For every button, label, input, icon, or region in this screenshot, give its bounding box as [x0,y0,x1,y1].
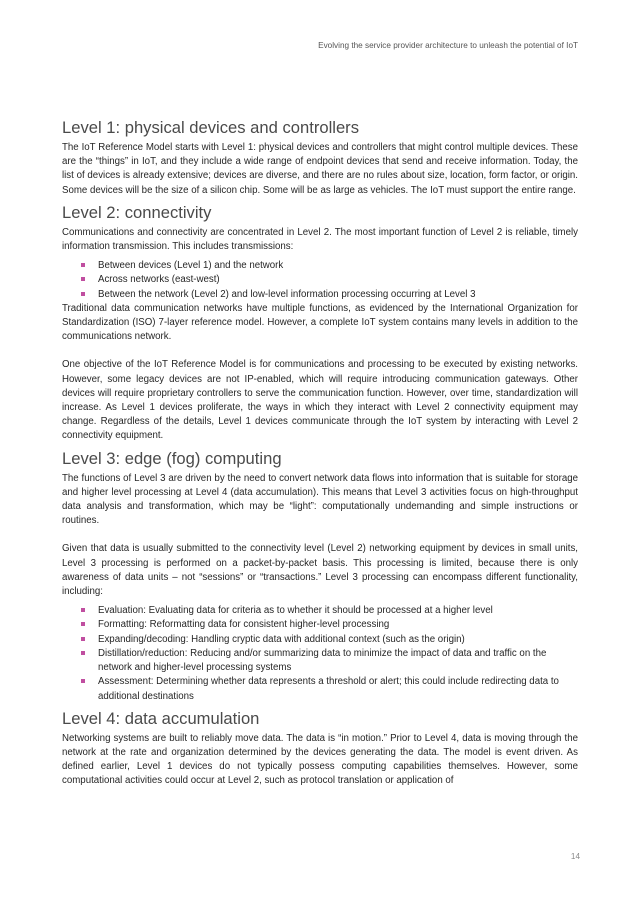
paragraph: Networking systems are built to reliably move data. The data is “in motion.” Prior to Level 4, data is moving through the network at the rate and organization determined by the devices generating the data. The model is event driven. As defined earlier, Level 1 devices do not typically possess computing capabilities themselves. However, some computational activities could occur at Level 2, such as protocol translation or application of [62,732,578,787]
page-content [62,118,578,789]
square-bullet-icon [81,608,85,612]
square-bullet-icon [81,622,85,626]
list-item: Between devices (Level 1) and the network [81,259,578,273]
square-bullet-icon [81,679,85,683]
paragraph: Given that data is usually submitted to the connectivity level (Level 2) networking equipment by devices in small units, Level 3 processing is performed on a packet-by-packet basis. This processing is limited, because there is only awareness of data units – not “sessions” or “transactions.” Level 3 processing can encompass different functionality, including: [62,543,578,598]
section-heading-level-4: Level 4: data accumulation [62,708,260,728]
paragraph: The IoT Reference Model starts with Level 1: physical devices and controllers that might control multiple devices. These are the “things” in IoT, and they include a wide range of endpoint devices that send and receive information. Today, the list of devices is already extensive; devices are diverse, and there are no rules about size, location, form factor, or origin. Some devices will be the size of a silicon chip. Some will be as large as vehicles. The IoT must support the entire range. [62,142,578,196]
list-item: Between the network (Level 2) and low-level information processing occurring at Level 3 [81,288,578,302]
list-item: Across networks (east-west) [81,273,578,287]
list-item: Distillation/reduction: Reducing and/or summarizing data to minimize the impact of data and traffic on the network and higher-level processing systems [81,647,578,675]
list-item: Formatting: Reformatting data for consistent higher-level processing [81,618,578,632]
paragraph: One objective of the IoT Reference Model is for communications and processing to be executed by existing networks. However, some legacy devices are not IP-enabled, which will require introducing communication gateways. Other devices will require proprietary controllers to serve the communication function. However, over time, standardization will increase. As Level 1 devices proliferate, the ways in which they interact with Level 2 connectivity equipment may change. Regardless of the details, Level 1 devices communicate through the IoT system by interacting with Level 2 connectivity equipment. [62,359,578,442]
section-heading-level-1: Level 1: physical devices and controllers [62,118,360,137]
page-number: 14 [570,852,580,861]
running-header: Evolving the service provider architecture to unleash the potential of IoT [318,41,578,50]
section-heading-level-2: Level 2: connectivity [62,202,212,222]
bullet-list [62,259,578,302]
square-bullet-icon [81,292,85,296]
paragraph: Communications and connectivity are concentrated in Level 2. The most important function of Level 2 is reliable, timely information transmission. This includes transmissions: [62,226,578,253]
square-bullet-icon [81,277,85,281]
list-item: Assessment: Determining whether data represents a threshold or alert; this could include redirecting data to additional destinations [81,675,578,703]
paragraph: Traditional data communication networks have multiple functions, as evidenced by the International Organization for Standardization (ISO) 7-layer reference model. However, a complete IoT system contains many levels in addition to the communications network. [62,302,578,343]
list-item: Evaluation: Evaluating data for criteria as to whether it should be processed at a higher level [81,604,578,618]
section-heading-level-3: Level 3: edge (fog) computing [62,448,282,468]
paragraph: The functions of Level 3 are driven by the need to convert network data flows into information that is suitable for storage and higher level processing at Level 4 (data accumulation). This means that Level 3 activities focus on high-throughput data analysis and transformation, which may be “light”: computationally undemanding and simple instructions or routines. [62,472,578,527]
square-bullet-icon [81,651,85,655]
bullet-list [62,604,578,703]
square-bullet-icon [81,263,85,267]
list-item: Expanding/decoding: Handling cryptic data with additional context (such as the origin) [81,633,578,647]
square-bullet-icon [81,637,85,641]
